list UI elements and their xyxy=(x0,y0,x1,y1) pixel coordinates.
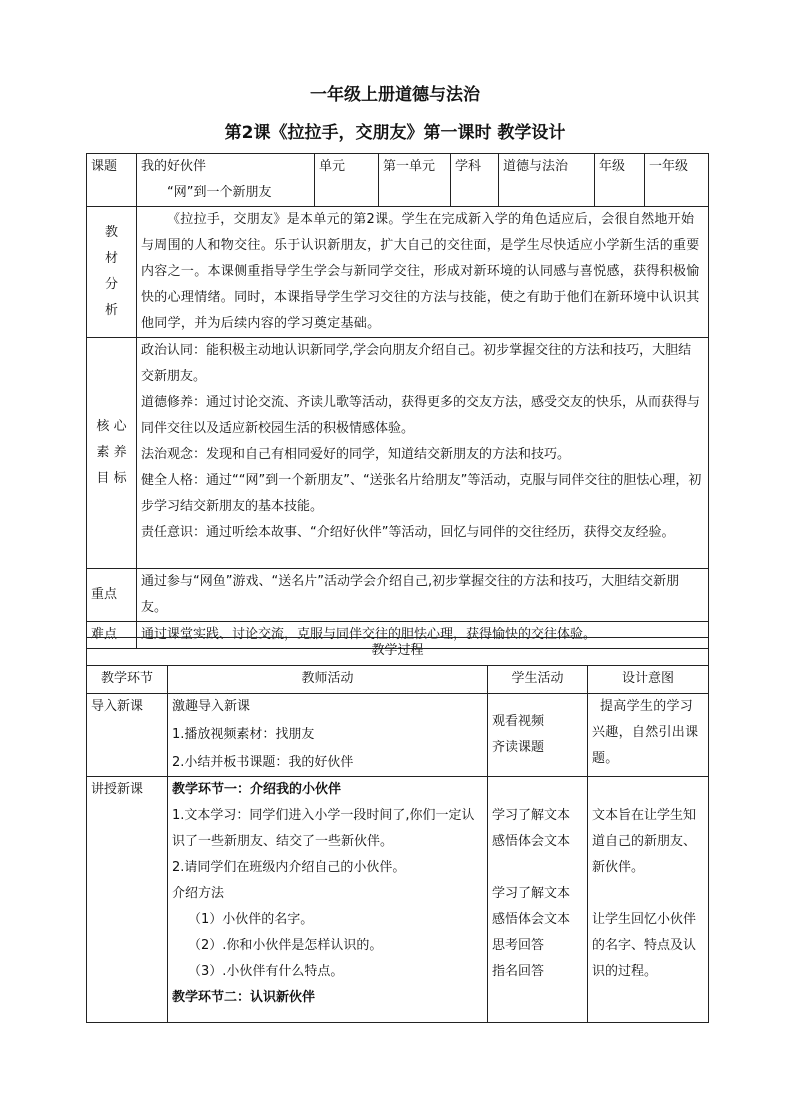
teach-teacher: 教学环节一：介绍我的小伙伴 1.文本学习：同学们进入小学一段时间了,你们一定认识了一些新朋友、结交了一些新伙伴。 2.请同学们在班级内介绍自己的小伙伴。 介绍方法 （1）小伙伴的名字。 （2）.你和小伙伴是怎样认识的。 （3）.小伙伴有什么特点。 教学环节二：认识新伙伴 xyxy=(168,777,488,1023)
goal-political: 政治认同：能积极主动地认识新同学,学会向朋友介绍自己。初步掌握交往的方法和技巧，大胆结交新朋友。 xyxy=(141,343,692,384)
section-2-title: 教学环节二：认识新伙伴 xyxy=(172,990,316,1005)
intro-stage: 导入新课 xyxy=(87,694,168,777)
key-point-text: 通过参与“网鱼”游戏、“送名片”活动学会介绍自己,初步掌握交往的方法和技巧，大胆结交新朋友。 xyxy=(137,569,709,622)
topic-label: 课题 xyxy=(87,154,137,207)
header-stage: 教学环节 xyxy=(87,666,168,694)
subject-label: 学科 xyxy=(451,154,499,207)
document-title: 一年级上册道德与法治 xyxy=(310,85,480,105)
goal-moral: 道德修养：通过讨论交流、齐读儿歌等活动，获得更多的交友方法，感受交友的快乐，从而获得与同伴交往以及适应新校园生活的积极情感体验。 xyxy=(141,395,701,436)
subject-value: 道德与法治 xyxy=(499,154,595,207)
intro-row xyxy=(87,694,709,777)
core-goals-text xyxy=(137,338,709,569)
core-goals-row xyxy=(87,338,709,569)
intro-teacher: 激趣导入新课 1.播放视频素材：找朋友 2.小结并板书课题：我的好伙伴 xyxy=(168,694,488,777)
unit-value: 第一单元 xyxy=(379,154,451,207)
intro-intent: 提高学生的学习兴趣，自然引出课题。 xyxy=(588,694,709,777)
analysis-row xyxy=(87,207,709,338)
goal-law: 法治观念：发现和自己有相同爱好的同学，知道结交新朋友的方法和技巧。 xyxy=(141,447,571,462)
header-student: 学生活动 xyxy=(488,666,588,694)
section-1-title: 教学环节一：介绍我的小伙伴 xyxy=(172,782,342,797)
analysis-label: 教 材 分 析 xyxy=(87,207,137,338)
grade-label: 年级 xyxy=(595,154,645,207)
process-header-row xyxy=(87,666,709,694)
key-point-row xyxy=(87,569,709,622)
process-heading: 教学过程 xyxy=(87,638,709,666)
key-point-label: 重点 xyxy=(87,569,137,622)
teach-row xyxy=(87,777,709,1023)
teach-student: 学习了解文本 感悟体会文本 学习了解文本 感悟体会文本 思考回答 指名回答 xyxy=(488,777,588,1023)
info-row xyxy=(87,154,709,207)
header-intent: 设计意图 xyxy=(588,666,709,694)
grade-value: 一年级 xyxy=(645,154,709,207)
topic-value xyxy=(137,154,315,207)
topic-line-2: “网”到一个新朋友 xyxy=(167,185,272,200)
core-goals-label: 核 心 素 养 目 标 xyxy=(87,338,137,569)
unit-label: 单元 xyxy=(315,154,379,207)
teach-stage: 讲授新课 xyxy=(87,777,168,1023)
goal-responsibility: 责任意识：通过听绘本故事、“介绍好伙伴”等活动，回忆与同伴的交往经历，获得交友经验。 xyxy=(141,525,675,540)
process-heading-row xyxy=(87,638,709,666)
goal-personality: 健全人格：通过““网”到一个新朋友”、“送张名片给朋友”等活动，克服与同伴交往的胆怯心理，初步学习结交新朋友的基本技能。 xyxy=(141,473,702,514)
teach-intent: 文本旨在让学生知道自己的新朋友、新伙伴。 让学生回忆小伙伴的名字、特点及认识的过程。 xyxy=(588,777,709,1023)
teaching-process-table xyxy=(86,637,709,1023)
intro-student: 观看视频 齐读课题 xyxy=(488,694,588,777)
analysis-text: 《拉拉手，交朋友》是本单元的第2课。学生在完成新入学的角色适应后，会很自然地开始与周围的人和物交往。乐于认识新朋友，扩大自己的交往面，是学生尽快适应小学新生活的重要内容之一。本课侧重指导学生学会与新同学交往，形成对新环境的认同感与喜悦感，获得积极愉快的心理情绪。同时，本课指导学生学习交往的方法与技能，使之有助于他们在新环境中认识其他同学，并为后续内容的学习奠定基础。 xyxy=(137,207,709,338)
document-subtitle: 第2课《拉拉手，交朋友》第一课时 教学设计 xyxy=(224,123,566,143)
topic-line-1: 我的好伙伴 xyxy=(141,159,207,174)
header-teacher: 教师活动 xyxy=(168,666,488,694)
difficulty-label: 难点 xyxy=(87,622,137,649)
difficulty-text: 通过课堂实践、讨论交流，克服与同伴交往的胆怯心理，获得愉快的交往体验。 xyxy=(137,622,709,649)
lesson-info-table xyxy=(86,153,709,649)
